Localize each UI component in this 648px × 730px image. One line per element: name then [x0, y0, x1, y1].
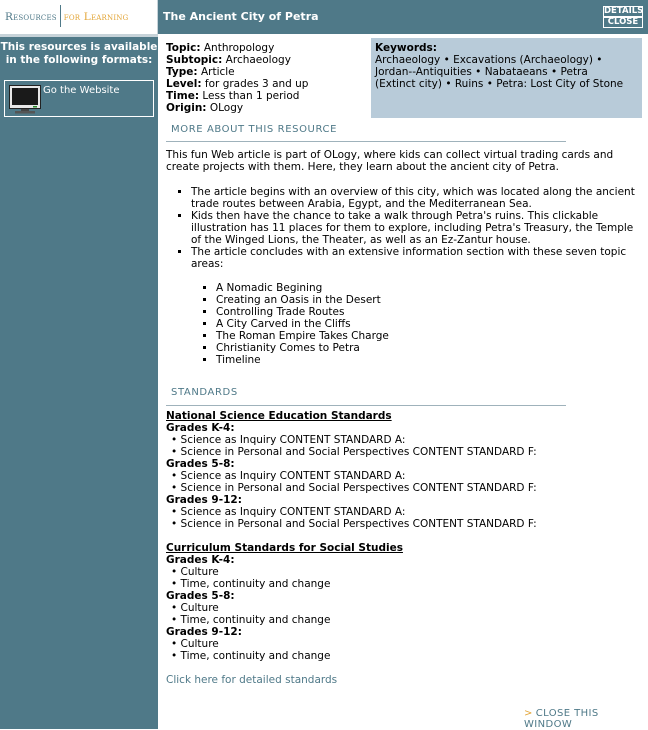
meta-topic [166, 42, 308, 54]
meta-type-value: Article [200, 66, 235, 78]
list-item: ▪ Creating an Oasis in the Desert [216, 294, 389, 306]
list-item: ▪ Christianity Comes to Petra [216, 342, 389, 354]
header-bar [0, 0, 648, 34]
list-item: ▪ The Roman Empire Takes Charge [216, 330, 389, 342]
keywords-box [371, 38, 642, 118]
meta-time [166, 90, 308, 102]
formats-text-line2: in the following formats: [5, 54, 153, 66]
about-bullets [166, 186, 636, 270]
list-item: ▪ Kids then have the chance to take a walk through Petra's ruins. This clickable illustration has 11 places for them to explore, including Petra's Treasury, the Temple of the Winged Lions, the Theater, as well as an Ez-Zantur house. [191, 210, 636, 246]
meta-subtopic-value: Archaeology [225, 54, 291, 66]
standard-item: • Science in Personal and Social Perspectives CONTENT STANDARD F: [171, 518, 537, 530]
social-studies-standards [166, 542, 403, 662]
close-window-link[interactable] [524, 708, 648, 730]
meta-level-label: Level: [166, 78, 202, 90]
arrow-right-icon: > [524, 708, 533, 719]
close-window-label[interactable]: CLOSE THIS WINDOW [524, 708, 599, 730]
keywords-line2: Jordan--Antiquities • Nabataeans • Petra [375, 66, 588, 78]
computer-monitor-icon [9, 85, 41, 114]
resources-for-learning-logo [0, 0, 158, 34]
nses-standards [166, 410, 537, 530]
list-item: ▪ Controlling Trade Routes [216, 306, 389, 318]
meta-origin [166, 102, 308, 114]
keywords-line1: Archaeology • Excavations (Archaeology) • [375, 54, 603, 66]
main-content [158, 34, 648, 729]
list-item: ▪ A City Carved in the Cliffs [216, 318, 389, 330]
standard-item: • Time, continuity and change [171, 578, 331, 590]
go-to-website-link[interactable]: Go the Website [43, 85, 120, 96]
grade-heading: Grades 5-8: [166, 590, 235, 602]
meta-type [166, 66, 308, 78]
grade-heading: Grades 9-12: [166, 626, 242, 638]
meta-level-value: for grades 3 and up [204, 78, 309, 90]
topic-areas-list [198, 282, 389, 366]
meta-subtopic [166, 54, 308, 66]
page-title: The Ancient City of Petra [163, 10, 319, 23]
about-intro-line2: create projects with them. Here, they learn about the ancient city of Petra. [166, 161, 559, 173]
about-intro [166, 149, 644, 173]
standards-heading: STANDARDS [171, 387, 238, 398]
formats-text-line1: This resources is available [0, 41, 158, 53]
list-item: ▪ A Nomadic Begining [216, 282, 389, 294]
keywords-line3: (Extinct city) • Ruins • Petra: Lost City of Stone [375, 78, 624, 90]
sidebar [0, 34, 158, 729]
logo-divider [60, 5, 61, 27]
resource-metadata [166, 42, 308, 114]
divider [166, 141, 566, 142]
standard-item: • Culture [171, 638, 219, 650]
keywords-label: Keywords: [375, 42, 437, 54]
grade-heading: Grades K-4: [166, 554, 235, 566]
standard-item: • Science in Personal and Social Perspectives CONTENT STANDARD F: [171, 446, 537, 458]
standard-item: • Science in Personal and Social Perspectives CONTENT STANDARD F: [171, 482, 537, 494]
meta-time-value: Less than 1 period [202, 90, 300, 102]
details-button[interactable]: DETAILS [604, 6, 644, 16]
standard-item: • Time, continuity and change [171, 650, 331, 662]
divider [166, 405, 566, 406]
detailed-standards-link[interactable]: Click here for detailed standards [166, 674, 338, 686]
about-intro-line1: This fun Web article is part of OLogy, where kids can collect virtual trading cards and [166, 149, 614, 161]
list-item: ▪ The article begins with an overview of this city, which was located along the ancient trade routes between Arabia, Egypt, and the Mediterranean Sea. [191, 186, 636, 210]
list-item: ▪ Timeline [216, 354, 389, 366]
grade-heading: Grades K-4: [166, 422, 235, 434]
meta-time-label: Time: [166, 90, 200, 102]
list-item: ▪ The article concludes with an extensive information section with these seven topic areas: [191, 246, 636, 270]
logo-text-resources: Resources [5, 11, 57, 23]
nses-title: National Science Education Standards [166, 410, 392, 422]
meta-level [166, 78, 308, 90]
grade-heading: Grades 9-12: [166, 494, 242, 506]
meta-type-label: Type: [166, 66, 198, 78]
standard-item: • Science as Inquiry CONTENT STANDARD A: [171, 506, 406, 518]
meta-origin-label: Origin: [166, 102, 207, 114]
go-to-website-format[interactable] [4, 80, 154, 117]
meta-topic-label: Topic: [166, 42, 201, 54]
standard-item: • Time, continuity and change [171, 614, 331, 626]
logo-text-for-learning: for Learning [63, 11, 129, 23]
css-title: Curriculum Standards for Social Studies [166, 542, 403, 554]
more-about-heading: MORE ABOUT THIS RESOURCE [171, 124, 338, 135]
standard-item: • Science as Inquiry CONTENT STANDARD A: [171, 470, 406, 482]
standard-item: • Culture [171, 566, 219, 578]
standard-item: • Culture [171, 602, 219, 614]
formats-intro [0, 41, 158, 67]
meta-topic-value: Anthropology [203, 42, 275, 54]
standard-item: • Science as Inquiry CONTENT STANDARD A: [171, 434, 406, 446]
meta-origin-value: OLogy [209, 102, 244, 114]
close-button[interactable]: CLOSE [603, 17, 643, 28]
meta-subtopic-label: Subtopic: [166, 54, 223, 66]
grade-heading: Grades 5-8: [166, 458, 235, 470]
